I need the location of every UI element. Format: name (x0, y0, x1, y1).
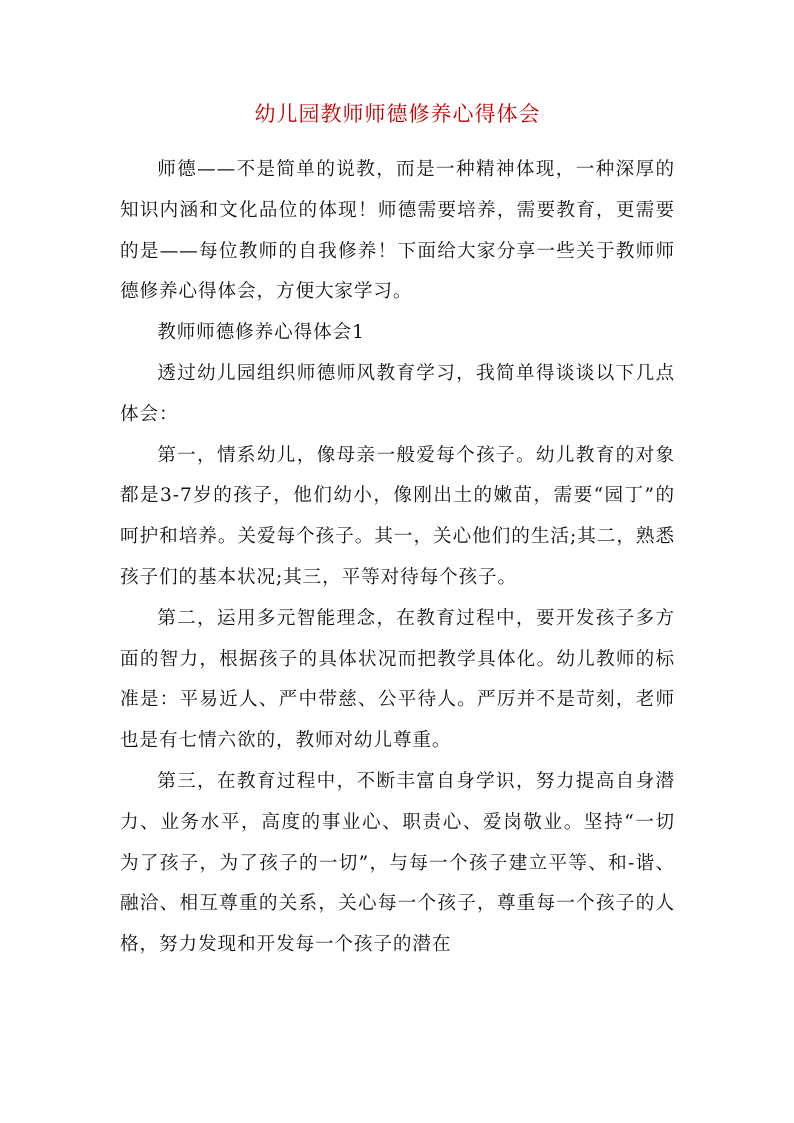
document-page (120, 96, 675, 966)
intro-paragraph: 师德——不是简单的说教，而是一种精神体现，一种深厚的知识内涵和文化品位的体现！师德需要培养，需要教育，更需要的是——每位教师的自我修养！下面给大家分享一些关于教师师德修养心得体会，方便大家学习。 (120, 159, 675, 303)
body-paragraph: 第一，情系幼儿，像母亲一般爱每个孩子。幼儿教育的对象都是3-7岁的孩子，他们幼小，像刚出土的嫩苗，需要“园丁”的呵护和培养。关爱每个孩子。其一，关心他们的生活;其二，熟悉孩子们的基本状况;其三，平等对待每个孩子。 (120, 444, 675, 588)
body-paragraph: 透过幼儿园组织师德师风教育学习，我简单得谈谈以下几点体会： (120, 362, 675, 425)
body-paragraph: 第三，在教育过程中，不断丰富自身学识，努力提高自身潜力、业务水平，高度的事业心、职责心、爱岗敬业。坚持“一切为了孩子，为了孩子的一切”，与每一个孩子建立平等、和-谐、融洽、相互尊重的关系，关心每一个孩子，尊重每一个孩子的人格，努力发现和开发每一个孩子的潜在 (120, 770, 675, 956)
section-heading: 教师师德修养心得体会1 (157, 322, 365, 344)
body-paragraph: 第二，运用多元智能理念，在教育过程中，要开发孩子多方面的智力，根据孩子的具体状况而把教学具体化。幼儿教师的标准是：平易近人、严中带慈、公平待人。严厉并不是苛刻，老师也是有七情六欲的，教师对幼儿尊重。 (120, 607, 675, 752)
document-title: 幼儿园教师师德修养心得体会 (254, 102, 541, 126)
